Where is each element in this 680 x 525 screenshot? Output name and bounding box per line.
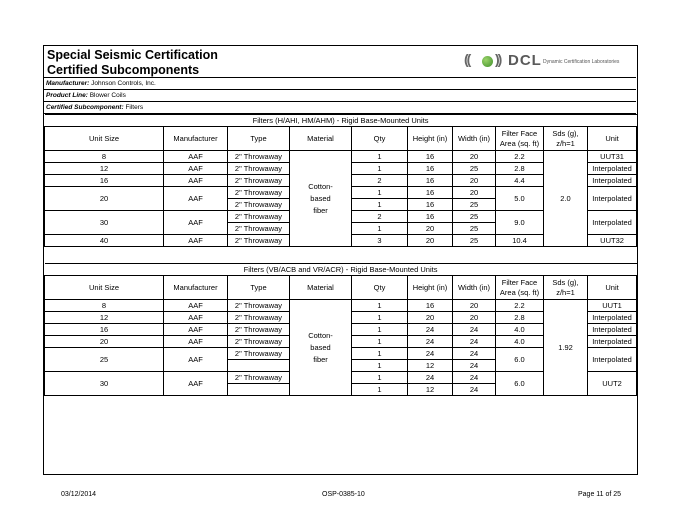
dcl-logo <box>464 52 636 72</box>
filter-area-cell: 4.4 <box>496 175 544 187</box>
height-cell: 20 <box>408 312 453 324</box>
column-header: Material <box>290 276 352 300</box>
width-cell: 24 <box>453 324 496 336</box>
unit-size-cell: 25 <box>45 348 164 372</box>
manufacturer-cell: AAF <box>164 372 228 396</box>
page-subtitle: Certified Subcomponents <box>47 63 200 77</box>
height-cell: 24 <box>408 324 453 336</box>
type-cell: 2" Throwaway <box>228 223 290 235</box>
qty-cell: 1 <box>352 324 408 336</box>
height-cell: 16 <box>408 199 453 211</box>
subcomponent-label: Certified Subcomponent: <box>46 104 124 111</box>
qty-cell: 1 <box>352 163 408 175</box>
qty-cell: 3 <box>352 235 408 247</box>
manufacturer-cell: AAF <box>164 151 228 163</box>
type-cell: 2" Throwaway <box>228 235 290 247</box>
unit-size-cell: 30 <box>45 372 164 396</box>
width-cell: 25 <box>453 211 496 223</box>
column-header: Unit Size <box>45 276 164 300</box>
type-cell <box>228 360 290 372</box>
width-cell: 20 <box>453 312 496 324</box>
type-cell: 2" Throwaway <box>228 199 290 211</box>
filter-area-cell: 6.0 <box>496 348 544 372</box>
broadcast-dot-icon <box>482 56 493 67</box>
manufacturer-value: Johnson Controls, Inc. <box>91 80 156 87</box>
column-header: Unit <box>588 276 637 300</box>
material-cell: Cotton-based fiber <box>290 300 352 396</box>
qty-cell: 1 <box>352 187 408 199</box>
column-header: Filter Face Area (sq. ft) <box>496 276 544 300</box>
type-cell: 2" Throwaway <box>228 300 290 312</box>
manufacturer-cell: AAF <box>164 324 228 336</box>
qty-cell: 1 <box>352 360 408 372</box>
unit-size-cell: 8 <box>45 300 164 312</box>
certification-sheet <box>43 45 638 475</box>
material-cell: Cotton-based fiber <box>290 151 352 247</box>
unit-size-cell: 20 <box>45 336 164 348</box>
qty-cell: 2 <box>352 175 408 187</box>
type-cell: 2" Throwaway <box>228 336 290 348</box>
sheet-header <box>44 46 636 78</box>
qty-cell: 1 <box>352 348 408 360</box>
column-header: Sds (g), z/h=1 <box>544 276 588 300</box>
qty-cell: 1 <box>352 199 408 211</box>
width-cell: 20 <box>453 300 496 312</box>
manufacturer-label: Manufacturer: <box>46 80 90 87</box>
footer-doc-id: OSP-0385-10 <box>322 491 365 498</box>
unit-cell: Interpolated <box>588 312 637 324</box>
column-header: Material <box>290 127 352 151</box>
width-cell: 20 <box>453 175 496 187</box>
page-title: Special Seismic Certification <box>47 48 218 62</box>
logo-brand: DCL <box>508 52 542 69</box>
unit-size-cell: 30 <box>45 211 164 235</box>
type-cell: 2" Throwaway <box>228 151 290 163</box>
unit-cell: UUT31 <box>588 151 637 163</box>
unit-size-cell: 20 <box>45 187 164 211</box>
type-cell: 2" Throwaway <box>228 163 290 175</box>
footer-date: 03/12/2014 <box>61 491 97 498</box>
column-header: Unit <box>588 127 637 151</box>
table-row <box>45 151 637 163</box>
signal-right-icon: )) <box>495 51 501 67</box>
width-cell: 25 <box>453 199 496 211</box>
filters-table-2 <box>44 263 637 396</box>
type-cell: 2" Throwaway <box>228 372 290 384</box>
width-cell: 20 <box>453 151 496 163</box>
manufacturer-cell: AAF <box>164 163 228 175</box>
height-cell: 24 <box>408 372 453 384</box>
type-cell: 2" Throwaway <box>228 324 290 336</box>
qty-cell: 1 <box>352 300 408 312</box>
qty-cell: 1 <box>352 384 408 396</box>
height-cell: 16 <box>408 187 453 199</box>
column-header: Width (in) <box>453 276 496 300</box>
width-cell: 24 <box>453 384 496 396</box>
unit-cell: Interpolated <box>588 187 637 211</box>
unit-cell: Interpolated <box>588 336 637 348</box>
column-header: Width (in) <box>453 127 496 151</box>
qty-cell: 1 <box>352 372 408 384</box>
column-header: Qty <box>352 127 408 151</box>
logo-tagline: Dynamic Certification Laboratories <box>543 59 620 65</box>
column-header: Manufacturer <box>164 276 228 300</box>
manufacturer-cell: AAF <box>164 336 228 348</box>
manufacturer-cell: AAF <box>164 300 228 312</box>
unit-size-cell: 8 <box>45 151 164 163</box>
unit-cell: UUT1 <box>588 300 637 312</box>
manufacturer-cell: AAF <box>164 348 228 372</box>
height-cell: 20 <box>408 235 453 247</box>
unit-cell: Interpolated <box>588 163 637 175</box>
unit-size-cell: 40 <box>45 235 164 247</box>
manufacturer-cell: AAF <box>164 175 228 187</box>
filters-table-1 <box>44 114 637 247</box>
width-cell: 25 <box>453 163 496 175</box>
type-cell: 2" Throwaway <box>228 312 290 324</box>
filter-area-cell: 9.0 <box>496 211 544 235</box>
height-cell: 16 <box>408 211 453 223</box>
unit-cell: Interpolated <box>588 211 637 235</box>
filter-area-cell: 5.0 <box>496 187 544 211</box>
type-cell: 2" Throwaway <box>228 348 290 360</box>
filter-area-cell: 2.2 <box>496 151 544 163</box>
column-header: Height (in) <box>408 276 453 300</box>
width-cell: 24 <box>453 336 496 348</box>
qty-cell: 1 <box>352 336 408 348</box>
product-line-value: Blower Coils <box>89 92 126 99</box>
column-header: Manufacturer <box>164 127 228 151</box>
unit-cell: Interpolated <box>588 324 637 336</box>
manufacturer-cell: AAF <box>164 211 228 235</box>
unit-size-cell: 16 <box>45 324 164 336</box>
column-header: Filter Face Area (sq. ft) <box>496 127 544 151</box>
column-header: Height (in) <box>408 127 453 151</box>
filter-area-cell: 2.8 <box>496 312 544 324</box>
subcomponent-value: Filters <box>125 104 144 111</box>
product-line-label: Product Line: <box>46 92 88 99</box>
column-header: Type <box>228 276 290 300</box>
width-cell: 20 <box>453 187 496 199</box>
unit-cell: UUT32 <box>588 235 637 247</box>
manufacturer-cell: AAF <box>164 187 228 211</box>
filter-area-cell: 2.8 <box>496 163 544 175</box>
unit-cell: Interpolated <box>588 348 637 372</box>
table-section-title: Filters (H/AHI, HM/AHM) - Rigid Base-Mounted Units <box>45 115 637 127</box>
sds-cell: 2.0 <box>544 151 588 247</box>
filter-area-cell: 2.2 <box>496 300 544 312</box>
footer-page-number: Page 11 of 25 <box>578 491 622 498</box>
width-cell: 24 <box>453 348 496 360</box>
height-cell: 24 <box>408 348 453 360</box>
height-cell: 16 <box>408 175 453 187</box>
height-cell: 12 <box>408 384 453 396</box>
manufacturer-row <box>44 78 636 90</box>
height-cell: 16 <box>408 151 453 163</box>
height-cell: 24 <box>408 336 453 348</box>
product-line-row <box>44 90 636 102</box>
unit-cell: UUT2 <box>588 372 637 396</box>
height-cell: 16 <box>408 300 453 312</box>
column-header: Type <box>228 127 290 151</box>
width-cell: 24 <box>453 360 496 372</box>
qty-cell: 1 <box>352 151 408 163</box>
unit-cell: Interpolated <box>588 175 637 187</box>
table-section-title: Filters (VB/ACB and VR/ACR) - Rigid Base-Mounted Units <box>45 264 637 276</box>
type-cell <box>228 384 290 396</box>
height-cell: 12 <box>408 360 453 372</box>
height-cell: 20 <box>408 223 453 235</box>
subcomponent-row <box>44 102 636 114</box>
sds-cell: 1.92 <box>544 300 588 396</box>
width-cell: 24 <box>453 372 496 384</box>
manufacturer-cell: AAF <box>164 312 228 324</box>
filter-area-cell: 4.0 <box>496 336 544 348</box>
unit-size-cell: 12 <box>45 163 164 175</box>
filter-area-cell: 10.4 <box>496 235 544 247</box>
column-header: Unit Size <box>45 127 164 151</box>
manufacturer-cell: AAF <box>164 235 228 247</box>
unit-size-cell: 16 <box>45 175 164 187</box>
width-cell: 25 <box>453 223 496 235</box>
qty-cell: 1 <box>352 312 408 324</box>
type-cell: 2" Throwaway <box>228 211 290 223</box>
type-cell: 2" Throwaway <box>228 175 290 187</box>
width-cell: 25 <box>453 235 496 247</box>
table-row <box>45 300 637 312</box>
qty-cell: 1 <box>352 223 408 235</box>
qty-cell: 2 <box>352 211 408 223</box>
type-cell: 2" Throwaway <box>228 187 290 199</box>
column-header: Qty <box>352 276 408 300</box>
filter-area-cell: 6.0 <box>496 372 544 396</box>
signal-left-icon: (( <box>464 51 470 67</box>
height-cell: 16 <box>408 163 453 175</box>
filter-area-cell: 4.0 <box>496 324 544 336</box>
column-header: Sds (g), z/h=1 <box>544 127 588 151</box>
unit-size-cell: 12 <box>45 312 164 324</box>
